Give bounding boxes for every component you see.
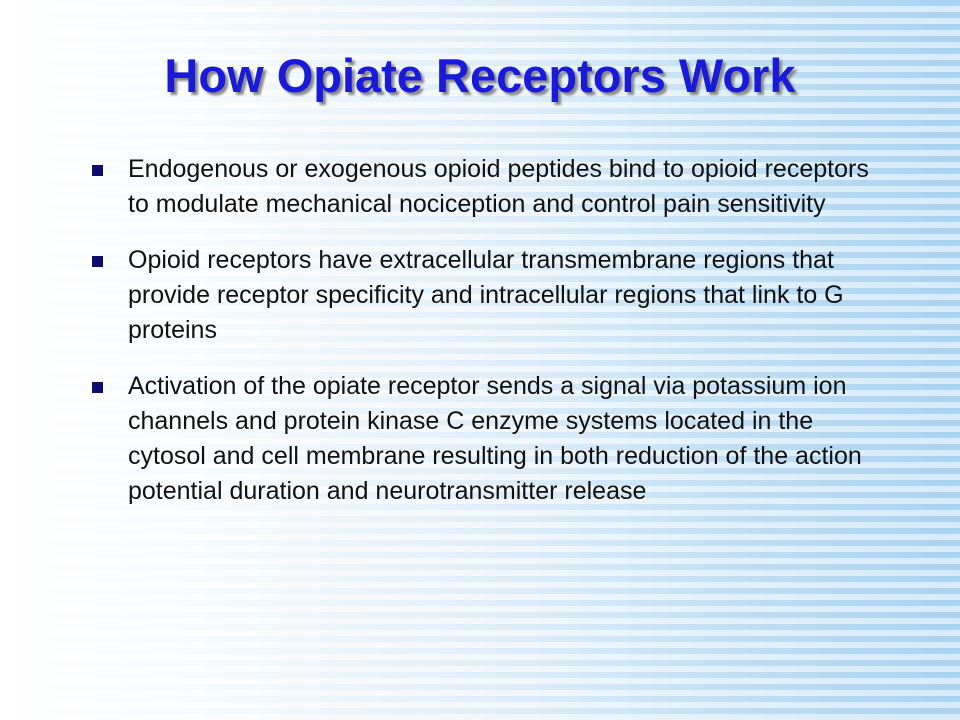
square-bullet-icon (92, 256, 103, 267)
bullet-item (92, 369, 892, 509)
bullet-text: Opioid receptors have extracellular transmembrane regions that provide receptor specificity and intracellular regions that link to G proteins (128, 246, 844, 344)
bullet-item (92, 152, 892, 222)
bullet-list (92, 152, 892, 530)
bullet-text: Activation of the opiate receptor sends a signal via potassium ion channels and protein kinase C enzyme systems located in the cytosol and cell membrane resulting in both reduction of the action potential duration and neurotransmitter release (128, 372, 862, 505)
square-bullet-icon (92, 382, 103, 393)
slide-title: How Opiate Receptors Work (164, 49, 796, 102)
bullet-item (92, 243, 892, 348)
square-bullet-icon (92, 165, 103, 176)
bullet-text: Endogenous or exogenous opioid peptides bind to opioid receptors to modulate mechanical nociception and control pain sensitivity (128, 155, 869, 218)
